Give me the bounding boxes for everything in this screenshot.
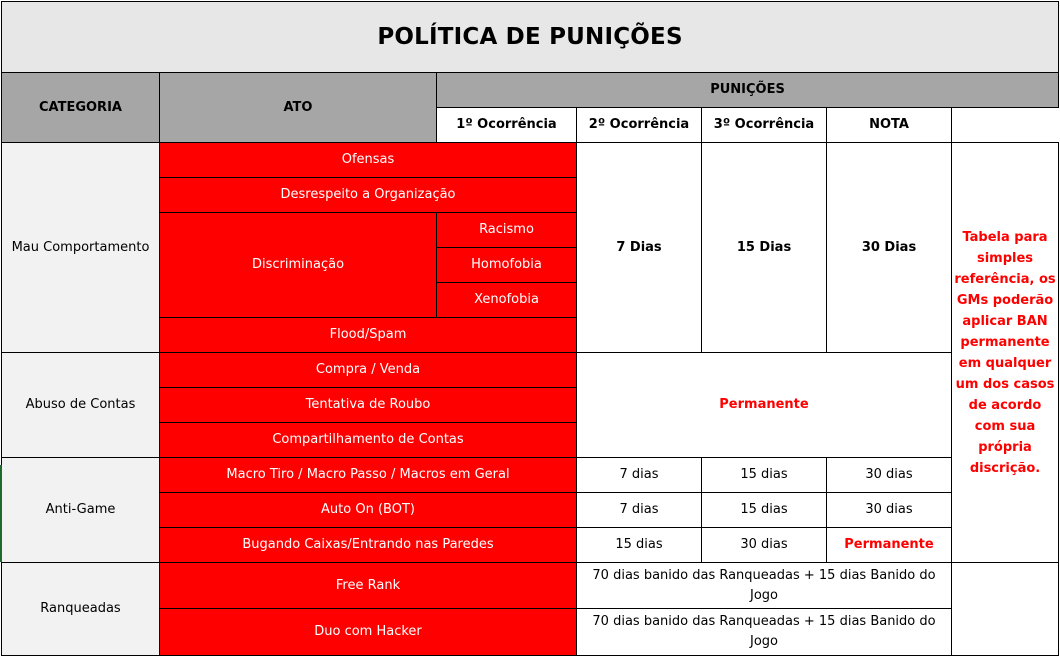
penalty-bad-behavior-3: 30 Dias — [827, 143, 952, 353]
act-theft-attempt: Tentativa de Roubo — [160, 388, 577, 423]
act-offenses: Ofensas — [160, 143, 577, 178]
act-homophobia: Homofobia — [437, 248, 577, 283]
header-category: CATEGORIA — [2, 73, 160, 143]
act-account-sharing: Compartilhamento de Contas — [160, 423, 577, 458]
category-anti-game: Anti-Game — [2, 458, 160, 563]
penalty-bad-behavior-2: 15 Dias — [702, 143, 827, 353]
penalty-macro-1: 7 dias — [577, 458, 702, 493]
penalty-bugging-2: 30 dias — [702, 528, 827, 563]
act-macro: Macro Tiro / Macro Passo / Macros em Geral — [160, 458, 577, 493]
act-buy-sell: Compra / Venda — [160, 353, 577, 388]
penalty-macro-2: 15 dias — [702, 458, 827, 493]
note-continuation-end — [952, 609, 1059, 656]
penalty-bugging-1: 15 dias — [577, 528, 702, 563]
header-occurrence-2: 2º Ocorrência — [577, 108, 702, 143]
cell-selection-edge — [0, 465, 2, 562]
penalty-free-rank: 70 dias banido das Ranqueadas + 15 dias Banido do Jogo — [577, 563, 952, 609]
penalty-bad-behavior-1: 7 Dias — [577, 143, 702, 353]
penalty-auto-on-3: 30 dias — [827, 493, 952, 528]
act-auto-on: Auto On (BOT) — [160, 493, 577, 528]
category-account-abuse: Abuso de Contas — [2, 353, 160, 458]
penalty-macro-3: 30 dias — [827, 458, 952, 493]
act-bugging: Bugando Caixas/Entrando nas Paredes — [160, 528, 577, 563]
penalty-account-abuse: Permanente — [577, 353, 952, 458]
act-flood-spam: Flood/Spam — [160, 318, 577, 353]
header-occurrence-3: 3º Ocorrência — [702, 108, 827, 143]
category-ranked: Ranqueadas — [2, 563, 160, 656]
act-disrespect: Desrespeito a Organização — [160, 178, 577, 213]
header-note: NOTA — [827, 108, 952, 143]
header-occurrence-1: 1º Ocorrência — [437, 108, 577, 143]
act-duo-hacker: Duo com Hacker — [160, 609, 577, 656]
act-xenophobia: Xenofobia — [437, 283, 577, 318]
penalty-auto-on-2: 15 dias — [702, 493, 827, 528]
category-bad-behavior: Mau Comportamento — [2, 143, 160, 353]
act-discrimination: Discriminação — [160, 213, 437, 318]
penalty-duo-hacker: 70 dias banido das Ranqueadas + 15 dias Banido do Jogo — [577, 609, 952, 656]
punishment-table — [1, 1, 1059, 656]
penalty-bugging-3: Permanente — [827, 528, 952, 563]
penalty-auto-on-1: 7 dias — [577, 493, 702, 528]
note-text: Tabela para simples referência, os GMs poderão aplicar BAN permanente em qualquer um dos casos de acordo com sua própria discrição. — [952, 143, 1059, 563]
act-racism: Racismo — [437, 213, 577, 248]
header-punishments: PUNIÇÕES — [437, 73, 1059, 108]
act-free-rank: Free Rank — [160, 563, 577, 609]
header-act: ATO — [160, 73, 437, 143]
page-title: POLÍTICA DE PUNIÇÕES — [2, 2, 1059, 73]
note-continuation — [952, 563, 1059, 609]
